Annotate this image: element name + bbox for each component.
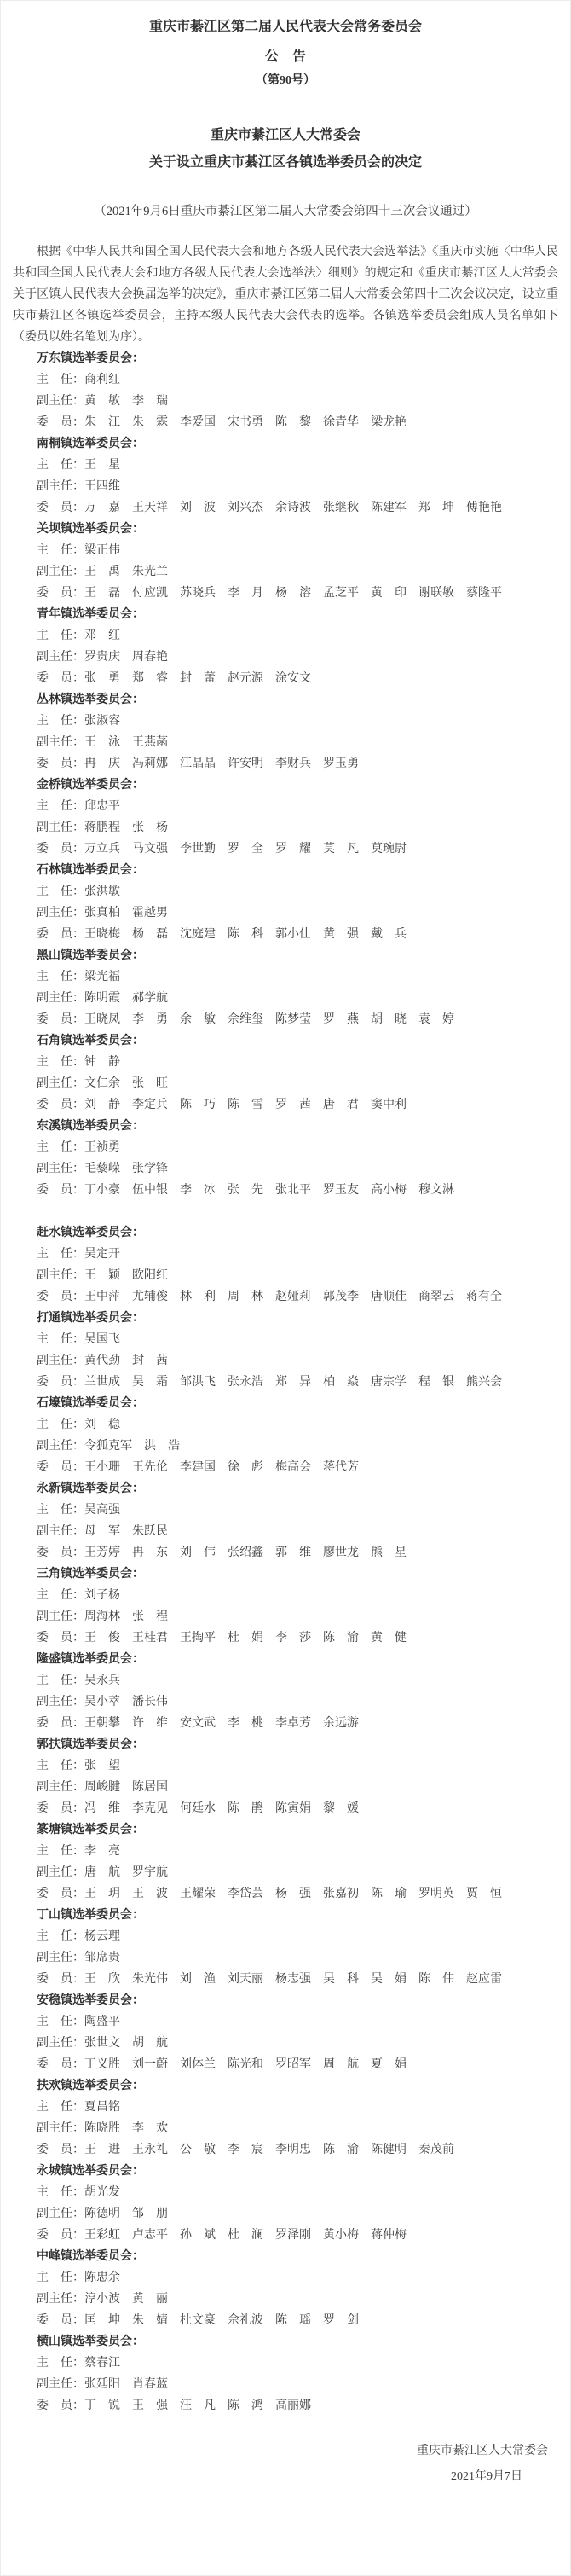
chairman-line: 主 任：夏昌铭 — [37, 2101, 120, 2114]
chairman-line: 主 任：陈忠余 — [37, 2271, 120, 2284]
members-line: 委 员：王 磊 付应凯 苏晓兵 李 月 杨 溶 孟芝平 黄 印 谢联敏 蔡隆平 — [37, 587, 502, 600]
chairman-line: 主 任：梁光福 — [37, 971, 120, 983]
chairman-line: 主 任：吴永兵 — [37, 1674, 120, 1687]
chairman-line: 主 任：吴国飞 — [37, 1333, 120, 1346]
committee-name: 永新镇选举委员会： — [37, 1482, 144, 1495]
chairman-line: 主 任：王祯勇 — [37, 1141, 120, 1154]
members-line: 委 员：王中萍 尤辅俊 林 利 周 林 赵娅莉 郭茂李 唐顺佳 商翠云 蒋有全 — [37, 1291, 502, 1303]
members-line: 委 员：冯 维 李克见 何廷水 陈 鹃 陈寅娟 黎 媛 — [37, 1802, 359, 1815]
vice-chairman-line: 副主任：张真柏 霍越男 — [37, 907, 168, 920]
committee-name: 隆盛镇选举委员会： — [37, 1653, 144, 1666]
committee-name: 打通镇选举委员会： — [37, 1312, 144, 1325]
vice-chairman-line: 副主任：文仁余 张 旺 — [37, 1077, 168, 1090]
vice-chairman-line: 副主任：黄 敏 李 瑞 — [37, 395, 168, 408]
committee-list — [13, 348, 558, 2416]
chairman-line: 主 任：邱忠平 — [37, 800, 120, 813]
chairman-line: 主 任：张洪敏 — [37, 885, 120, 898]
preamble-paragraph: 根据《中华人民共和国全国人民代表大会和地方各级人民代表大会选举法》《重庆市实施〈中华人民共和国全国人民代表大会和地方各级人民代表大会选举法〉细则》的规定和《重庆市綦江区人大常委会关于区镇人民代表大会换届选举的决定》，重庆市綦江区第二届人大常委会第四十三次会议决定，设立重庆市綦江区各镇选举委员会，主持本级人民代表大会代表的选举。各镇选举委员会组成人员名单如下（委员以姓名笔划为序）。 — [13, 246, 558, 344]
committee-name: 东溪镇选举委员会： — [37, 1120, 144, 1133]
committee-name: 永城镇选举委员会： — [37, 2165, 144, 2178]
members-line: 委 员：王 欣 朱光伟 刘 渔 刘天丽 杨志强 吴 科 吴 娟 陈 伟 赵应雷 — [37, 1973, 502, 1986]
members-line: 委 员：冉 庆 冯莉娜 江晶晶 许安明 李财兵 罗玉勇 — [37, 757, 359, 770]
chairman-line: 主 任：钟 静 — [37, 1056, 120, 1069]
members-line: 委 员：王 进 王永礼 公 敬 李 宸 李明忠 陈 渝 陈健明 秦茂前 — [37, 2144, 454, 2156]
chairman-line: 主 任：张淑容 — [37, 715, 120, 728]
committee-name: 石壕镇选举委员会： — [37, 1397, 144, 1410]
committee-name: 篆塘镇选举委员会： — [37, 1824, 144, 1836]
members-line: 委 员：王 玥 王 波 王耀荣 李岱芸 杨 强 张嘉初 陈 瑜 罗明英 贾 恒 — [37, 1888, 502, 1900]
vice-chairman-line: 副主任：王四维 — [37, 480, 120, 493]
committee-name: 丛林镇选举委员会： — [37, 693, 144, 706]
passage-note: （2021年9月6日重庆市綦江区第二届人大常委会第四十三次会议通过） — [94, 205, 477, 218]
chairman-line: 主 任：李 亮 — [37, 1845, 120, 1858]
members-line: 委 员：王晓梅 杨 磊 沈庭建 陈 科 郭小仕 黄 强 戴 兵 — [37, 928, 407, 941]
vice-chairman-line: 副主任：王 颖 欧阳红 — [37, 1269, 168, 1282]
members-line: 委 员：王彩虹 卢志平 孙 斌 杜 澜 罗泽刚 黄小梅 蒋仲梅 — [37, 2229, 407, 2242]
committee-name: 关坝镇选举委员会： — [37, 523, 144, 536]
vice-chairman-line: 副主任：邹席贵 — [37, 1952, 120, 1964]
members-line: 委 员：朱 江 朱 霖 李爱国 宋书勇 陈 黎 徐青华 梁龙艳 — [37, 416, 407, 429]
members-line: 委 员：匡 坤 朱 婧 杜文豪 佘礼波 陈 瑶 罗 剑 — [37, 2314, 359, 2327]
vice-chairman-line: 副主任：陈晓胜 李 欢 — [37, 2122, 168, 2135]
members-line: 委 员：王小珊 王先伦 李建国 徐 彪 梅高会 蒋代芳 — [37, 1461, 359, 1474]
chairman-line: 主 任：吴高强 — [37, 1504, 120, 1517]
vice-chairman-line: 副主任：淳小波 黄 丽 — [37, 2293, 168, 2306]
committee-name: 扶欢镇选举委员会： — [37, 2080, 144, 2092]
committee-name: 郭扶镇选举委员会： — [37, 1738, 144, 1751]
vice-chairman-line: 副主任：毛藜嵘 张学锋 — [37, 1163, 168, 1175]
vice-chairman-line: 副主任：周海林 张 程 — [37, 1610, 168, 1623]
chairman-line: 主 任：王 星 — [37, 459, 120, 472]
members-line: 委 员：王芳婷 冉 东 刘 伟 张绍鑫 郭 维 廖世龙 熊 星 — [37, 1546, 407, 1559]
committee-name: 黑山镇选举委员会： — [37, 949, 144, 962]
committee-name: 中峰镇选举委员会： — [37, 2250, 144, 2263]
members-line: 委 员：万 嘉 王天祥 刘 波 刘兴杰 余诗波 张继秋 陈建军 郑 坤 傅艳艳 — [37, 502, 502, 514]
committee-name: 丁山镇选举委员会： — [37, 1909, 144, 1922]
committee-name: 南桐镇选举委员会： — [37, 438, 144, 450]
decision-header — [13, 122, 558, 177]
committee-name: 万东镇选举委员会： — [37, 352, 144, 365]
chairman-line: 主 任：梁正伟 — [37, 544, 120, 557]
committee-name: 金桥镇选举委员会： — [37, 779, 144, 792]
committee-name: 三角镇选举委员会： — [37, 1568, 144, 1581]
vice-chairman-line: 副主任：陈明霞 郝学航 — [37, 992, 168, 1005]
document-type: 公 告 — [264, 49, 306, 64]
chairman-line: 主 任：吴定开 — [37, 1248, 120, 1261]
members-line: 委 员：张 勇 郑 睿 封 蕾 赵元源 涂安文 — [37, 672, 311, 685]
vice-chairman-line: 副主任：吴小萃 潘长伟 — [37, 1696, 168, 1709]
members-line: 委 员：万立兵 马文强 李世勤 罗 全 罗 耀 莫 凡 莫琬尉 — [37, 843, 407, 856]
committee-name: 横山镇选举委员会： — [37, 2335, 144, 2348]
chairman-line: 主 任：杨云理 — [37, 1930, 120, 1943]
members-line: 委 员：兰世成 吴 霜 邹洪飞 张永浩 郑 异 柏 焱 唐宗学 程 银 熊兴会 — [37, 1376, 502, 1389]
vice-chairman-line: 副主任：陈德明 邹 朋 — [37, 2208, 168, 2220]
chairman-line: 主 任：刘 稳 — [37, 1419, 120, 1431]
vice-chairman-line: 副主任：唐 航 罗宇航 — [37, 1866, 168, 1879]
chairman-line: 主 任：陶盛平 — [37, 2016, 120, 2028]
footer-date: 2021年9月7日 — [451, 2470, 522, 2483]
vice-chairman-line: 副主任：令狐克军 洪 浩 — [37, 1440, 180, 1453]
chairman-line: 主 任：商利红 — [37, 374, 120, 386]
chairman-line: 主 任：蔡春江 — [37, 2357, 120, 2370]
committee-name: 安稳镇选举委员会： — [37, 1994, 144, 2007]
document-org-title: 重庆市綦江区第二届人民代表大会常务委员会 — [148, 20, 422, 34]
decision-org: 重庆市綦江区人大常委会 — [210, 128, 360, 142]
committee-name: 青年镇选举委员会： — [37, 608, 144, 621]
vice-chairman-line: 副主任：张廷阳 肖春蓝 — [37, 2378, 168, 2391]
members-line: 委 员：刘 静 李定兵 陈 巧 陈 雪 罗 茜 唐 君 窦中利 — [37, 1099, 407, 1111]
members-line: 委 员：王 俊 王桂君 王掏平 杜 娟 李 莎 陈 渝 黄 健 — [37, 1632, 407, 1645]
vice-chairman-line: 副主任：张世文 胡 航 — [37, 2037, 168, 2050]
document-footer — [13, 2439, 558, 2490]
vice-chairman-line: 副主任：母 军 朱跃民 — [37, 1525, 168, 1538]
chairman-line: 主 任：刘子杨 — [37, 1589, 120, 1602]
vice-chairman-line: 副主任：罗贵庆 周春艳 — [37, 651, 168, 664]
vice-chairman-line: 副主任：黄代劲 封 茜 — [37, 1355, 168, 1367]
decision-title: 关于设立重庆市綦江区各镇选举委员会的决定 — [148, 155, 422, 170]
members-line: 委 员：丁 锐 王 强 汪 凡 陈 鸿 高丽娜 — [37, 2399, 311, 2412]
committee-name: 石林镇选举委员会： — [37, 864, 144, 877]
vice-chairman-line: 副主任：蒋鹏程 张 杨 — [37, 821, 168, 834]
members-line: 委 员：丁义胜 刘一蔚 刘体兰 陈光和 罗昭军 周 航 夏 娟 — [37, 2058, 407, 2071]
section-gap — [13, 1201, 558, 1222]
vice-chairman-line: 副主任：周峻腱 陈居国 — [37, 1781, 168, 1794]
committee-name: 石角镇选举委员会： — [37, 1035, 144, 1047]
vice-chairman-line: 副主任：王 泳 王燕菡 — [37, 736, 168, 749]
footer-org: 重庆市綦江区人大常委会 — [417, 2445, 548, 2457]
committee-name: 赶水镇选举委员会： — [37, 1227, 144, 1239]
members-line: 委 员：王晓凤 李 勇 余 敏 佘维玺 陈梦莹 罗 燕 胡 晓 袁 婷 — [37, 1013, 454, 1026]
members-line: 委 员：王朝攀 许 维 安文武 李 桃 李卓芳 余远游 — [37, 1717, 359, 1730]
vice-chairman-line: 副主任：王 禹 朱光兰 — [37, 566, 168, 578]
members-line: 委 员：丁小豪 伍中银 李 冰 张 先 张北平 罗玉友 高小梅 穆文淋 — [37, 1184, 454, 1197]
chairman-line: 主 任：张 望 — [37, 1760, 120, 1772]
chairman-line: 主 任：胡光发 — [37, 2186, 120, 2199]
chairman-line: 主 任：邓 红 — [37, 629, 120, 642]
document-number: （第90号） — [256, 74, 315, 87]
